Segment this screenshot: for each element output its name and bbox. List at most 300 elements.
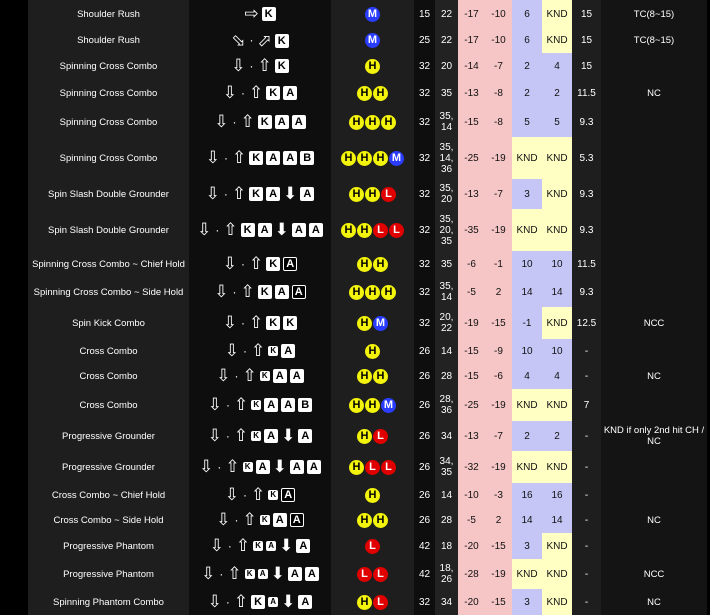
table-row: [28, 507, 707, 533]
counter-cell: KND: [542, 0, 572, 28]
solid-down-arrow-icon: ⬇: [283, 184, 298, 204]
separator-dot: ·: [249, 33, 254, 47]
startup-cell: 26: [414, 389, 435, 421]
hit-level-cell: [331, 53, 414, 79]
hit-levels: [357, 257, 388, 272]
low-hit-icon: L: [365, 539, 380, 554]
recovery-cell: -: [572, 589, 601, 615]
button-a-icon: A: [256, 460, 270, 474]
notes-cell: [601, 209, 707, 251]
separator-dot: ·: [243, 487, 247, 502]
hit-levels: [341, 151, 404, 166]
high-hit-icon: H: [381, 115, 396, 130]
hit-level-cell: [331, 533, 414, 559]
button-k-small-icon: K: [253, 541, 263, 551]
on-hit-cell: -15: [485, 307, 512, 339]
active-cell: 35, 20, 35: [435, 209, 458, 251]
high-hit-icon: H: [357, 369, 372, 384]
on-block-cell: -15: [458, 339, 485, 363]
startup-cell: 32: [414, 179, 435, 209]
on-block-cell: -19: [458, 307, 485, 339]
hit-level-cell: [331, 483, 414, 507]
recovery-cell: 15: [572, 53, 601, 79]
move-name-cell: Progressive Grounder: [28, 451, 189, 483]
active-cell: 20: [435, 53, 458, 79]
up-arrow-icon: ⇧: [233, 426, 249, 446]
active-cell: 35, 14, 36: [435, 137, 458, 179]
button-a-icon: A: [281, 344, 295, 358]
notes-cell: [601, 533, 707, 559]
recovery-cell: -: [572, 533, 601, 559]
command-inputs: [231, 30, 289, 51]
down-arrow-icon: ⇩: [207, 395, 222, 415]
hit-levels: [357, 429, 388, 444]
hit-level-cell: [331, 451, 414, 483]
down-arrow-icon: ⇩: [207, 592, 222, 612]
move-name-cell: Cross Combo: [28, 363, 189, 389]
on-hit-cell: -19: [485, 137, 512, 179]
table-row: [28, 559, 707, 589]
on-hit-cell: -6: [485, 363, 512, 389]
button-k-small-icon: K: [251, 400, 261, 410]
high-hit-icon: H: [357, 429, 372, 444]
up-arrow-icon: ⇧: [249, 254, 264, 274]
hit-levels: [365, 488, 380, 503]
command-cell: [189, 307, 331, 339]
hit-levels: [365, 33, 380, 48]
down-arrow-icon: ⇩: [222, 83, 237, 103]
move-name-cell: Spin Kick Combo: [28, 307, 189, 339]
button-k-small-icon: K: [268, 346, 278, 356]
separator-dot: ·: [217, 459, 222, 474]
move-name-cell: Spinning Cross Combo: [28, 53, 189, 79]
mid-hit-icon: M: [365, 33, 380, 48]
button-k-icon: K: [266, 86, 280, 100]
hit-levels: [349, 115, 396, 130]
counter-hit-cell: 3: [512, 179, 542, 209]
on-block-cell: -32: [458, 451, 485, 483]
high-hit-icon: H: [357, 595, 372, 610]
command-cell: [189, 533, 331, 559]
command-inputs: [199, 459, 321, 475]
down-arrow-icon: ⇩: [216, 510, 231, 530]
startup-cell: 32: [414, 307, 435, 339]
separator-dot: ·: [219, 566, 224, 581]
startup-cell: 26: [414, 363, 435, 389]
on-hit-cell: -7: [485, 421, 512, 451]
hit-levels: [349, 398, 396, 413]
solid-down-arrow-icon: ⬇: [281, 426, 296, 446]
button-k-small-icon: K: [260, 515, 270, 525]
up-arrow-icon: ⇧: [235, 536, 251, 556]
table-row: [28, 137, 707, 179]
counter-cell: KND: [542, 533, 572, 559]
command-cell: [189, 28, 331, 53]
command-inputs: [208, 428, 313, 444]
table-row: [28, 589, 707, 615]
counter-hit-cell: 6: [512, 0, 542, 28]
solid-down-arrow-icon: ⬇: [270, 564, 285, 584]
button-k-small-icon: K: [260, 371, 270, 381]
counter-cell: 5: [542, 107, 572, 137]
startup-cell: 26: [414, 483, 435, 507]
active-cell: 35, 14: [435, 277, 458, 307]
down-arrow-icon: ⇩: [207, 426, 222, 446]
on-block-cell: -13: [458, 79, 485, 107]
button-a-small-icon: A: [268, 597, 278, 607]
table-row: [28, 339, 707, 363]
table-row: [28, 107, 707, 137]
counter-cell: 10: [542, 251, 572, 277]
button-a-hold-icon: A: [292, 285, 306, 299]
on-hit-cell: -1: [485, 251, 512, 277]
button-k-small-icon: K: [243, 462, 253, 472]
on-hit-cell: -8: [485, 107, 512, 137]
hit-levels: [357, 567, 388, 582]
button-a-icon: A: [290, 460, 304, 474]
button-a-small-icon: A: [258, 569, 268, 579]
on-hit-cell: -8: [485, 79, 512, 107]
recovery-cell: 15: [572, 28, 601, 53]
hit-levels: [357, 595, 388, 610]
button-a-icon: A: [266, 151, 280, 165]
hit-levels: [365, 7, 380, 22]
table-row: [28, 421, 707, 451]
command-cell: [189, 277, 331, 307]
counter-hit-cell: 6: [512, 28, 542, 53]
hit-level-cell: [331, 28, 414, 53]
mid-hit-icon: M: [373, 316, 388, 331]
command-inputs: [208, 594, 313, 610]
button-a-icon: A: [264, 429, 278, 443]
button-k-small-icon: K: [268, 490, 278, 500]
recovery-cell: 15: [572, 0, 601, 28]
separator-dot: ·: [223, 186, 228, 201]
up-arrow-icon: ⇧: [249, 83, 264, 103]
startup-cell: 26: [414, 421, 435, 451]
hit-level-cell: [331, 559, 414, 589]
button-a-small-icon: A: [266, 541, 276, 551]
table-row: [28, 209, 707, 251]
table-row: [28, 79, 707, 107]
high-hit-icon: H: [373, 86, 388, 101]
on-block-cell: -25: [458, 389, 485, 421]
startup-cell: 26: [414, 451, 435, 483]
high-hit-icon: H: [365, 59, 380, 74]
high-hit-icon: H: [373, 369, 388, 384]
command-inputs: [206, 186, 315, 202]
low-hit-icon: L: [357, 567, 372, 582]
down-arrow-icon: ⇩: [224, 485, 239, 505]
recovery-cell: 9.3: [572, 209, 601, 251]
startup-cell: 32: [414, 79, 435, 107]
active-cell: 34: [435, 589, 458, 615]
move-name-cell: Spinning Cross Combo ~ Chief Hold: [28, 251, 189, 277]
command-cell: [189, 137, 331, 179]
command-cell: [189, 53, 331, 79]
command-inputs: [214, 284, 306, 300]
button-k-icon: K: [266, 316, 280, 330]
hit-levels: [365, 344, 380, 359]
up-arrow-icon: ⇧: [225, 457, 240, 477]
hit-levels: [365, 59, 380, 74]
button-a-icon: A: [296, 539, 310, 553]
recovery-cell: 12.5: [572, 307, 601, 339]
command-cell: [189, 589, 331, 615]
separator-dot: ·: [225, 428, 230, 443]
counter-hit-cell: 14: [512, 507, 542, 533]
table-row: [28, 28, 707, 53]
button-a-icon: A: [298, 595, 312, 609]
command-cell: [189, 0, 331, 28]
button-a-icon: A: [292, 223, 306, 237]
button-a-icon: A: [275, 285, 289, 299]
down-arrow-icon: ⇩: [201, 564, 216, 584]
startup-cell: 32: [414, 589, 435, 615]
recovery-cell: 11.5: [572, 251, 601, 277]
on-hit-cell: -15: [485, 533, 512, 559]
button-k-icon: K: [275, 34, 289, 48]
up-arrow-icon: ⇧: [242, 510, 257, 530]
hit-level-cell: [331, 507, 414, 533]
notes-cell: [601, 137, 707, 179]
separator-dot: ·: [249, 58, 254, 73]
notes-cell: NCC: [601, 559, 707, 589]
counter-hit-cell: KND: [512, 209, 542, 251]
button-a-icon: A: [305, 567, 319, 581]
hit-levels: [341, 223, 404, 238]
counter-hit-cell: 3: [512, 589, 542, 615]
move-name-cell: Progressive Phantom: [28, 559, 189, 589]
counter-cell: 4: [542, 363, 572, 389]
table-body: [28, 0, 707, 615]
command-cell: [189, 79, 331, 107]
active-cell: 34, 35: [435, 451, 458, 483]
command-inputs: [216, 512, 304, 528]
move-name-cell: Spinning Cross Combo ~ Side Hold: [28, 277, 189, 307]
high-hit-icon: H: [365, 398, 380, 413]
solid-down-arrow-icon: ⬇: [281, 592, 296, 612]
frame-data-table: [28, 0, 707, 615]
down-arrow-icon: ⇩: [214, 112, 229, 132]
hit-level-cell: [331, 107, 414, 137]
command-inputs: [197, 222, 323, 238]
table-row: [28, 483, 707, 507]
startup-cell: 32: [414, 137, 435, 179]
table-row: [28, 307, 707, 339]
move-name-cell: Spinning Cross Combo: [28, 79, 189, 107]
up-arrow-icon: ⇧: [223, 220, 238, 240]
up-arrow-icon: ⇧: [240, 112, 255, 132]
high-hit-icon: H: [357, 151, 372, 166]
active-cell: 18, 26: [435, 559, 458, 589]
up-arrow-icon: ⇧: [251, 485, 266, 505]
table-row: [28, 389, 707, 421]
high-hit-icon: H: [349, 115, 364, 130]
counter-hit-cell: 2: [512, 421, 542, 451]
button-k-icon: K: [251, 595, 265, 609]
up-arrow-icon: ⇧: [234, 395, 249, 415]
mid-hit-icon: M: [381, 398, 396, 413]
hit-levels: [349, 187, 396, 202]
separator-dot: ·: [232, 284, 237, 299]
counter-hit-cell: -1: [512, 307, 542, 339]
hit-level-cell: [331, 363, 414, 389]
solid-down-arrow-icon: ⬇: [279, 536, 294, 556]
counter-hit-cell: KND: [512, 137, 542, 179]
button-a-icon: A: [273, 369, 287, 383]
button-k-icon: K: [249, 187, 263, 201]
high-hit-icon: H: [365, 115, 380, 130]
button-a-icon: A: [290, 369, 304, 383]
command-cell: [189, 421, 331, 451]
separator-dot: ·: [241, 256, 245, 271]
recovery-cell: -: [572, 363, 601, 389]
move-name-cell: Progressive Grounder: [28, 421, 189, 451]
move-name-cell: Cross Combo ~ Side Hold: [28, 507, 189, 533]
hit-levels: [349, 285, 396, 300]
button-a-icon: A: [283, 86, 297, 100]
move-name-cell: Cross Combo ~ Chief Hold: [28, 483, 189, 507]
startup-cell: 32: [414, 277, 435, 307]
startup-cell: 32: [414, 251, 435, 277]
counter-cell: 16: [542, 483, 572, 507]
recovery-cell: 11.5: [572, 79, 601, 107]
high-hit-icon: H: [357, 86, 372, 101]
active-cell: 14: [435, 339, 458, 363]
notes-cell: TC(8~15): [601, 28, 707, 53]
command-inputs: [225, 343, 296, 359]
startup-cell: 26: [414, 339, 435, 363]
recovery-cell: -: [572, 339, 601, 363]
hit-level-cell: [331, 339, 414, 363]
high-hit-icon: H: [349, 398, 364, 413]
move-name-cell: Spinning Phantom Combo: [28, 589, 189, 615]
button-k-icon: K: [266, 257, 280, 271]
button-k-icon: K: [283, 316, 297, 330]
on-hit-cell: -19: [485, 209, 512, 251]
down-arrow-icon: ⇩: [222, 254, 237, 274]
counter-hit-cell: 14: [512, 277, 542, 307]
counter-hit-cell: 10: [512, 339, 542, 363]
active-cell: 35, 14: [435, 107, 458, 137]
command-inputs: [206, 150, 315, 166]
low-hit-icon: L: [381, 187, 396, 202]
up-arrow-icon: ⇧: [242, 366, 257, 386]
separator-dot: ·: [227, 538, 232, 553]
on-hit-cell: -15: [485, 589, 512, 615]
button-k-icon: K: [249, 151, 263, 165]
command-inputs: [223, 85, 298, 101]
hit-levels: [349, 460, 396, 475]
active-cell: 14: [435, 483, 458, 507]
mid-hit-icon: M: [365, 7, 380, 22]
button-a-icon: A: [258, 223, 272, 237]
notes-cell: KND if only 2nd hit CH / NC: [601, 421, 707, 451]
down-arrow-icon: ⇩: [214, 282, 229, 302]
command-cell: [189, 389, 331, 421]
move-name-cell: Cross Combo: [28, 339, 189, 363]
solid-down-arrow-icon: ⬇: [274, 220, 289, 240]
hit-levels: [357, 316, 388, 331]
recovery-cell: -: [572, 507, 601, 533]
hit-levels: [357, 369, 388, 384]
active-cell: 18: [435, 533, 458, 559]
command-cell: [189, 339, 331, 363]
low-hit-icon: L: [373, 223, 388, 238]
on-block-cell: -20: [458, 589, 485, 615]
move-name-cell: Spinning Cross Combo: [28, 137, 189, 179]
counter-cell: KND: [542, 28, 572, 53]
button-a-hold-icon: A: [290, 513, 304, 527]
button-k-icon: K: [241, 223, 255, 237]
hit-level-cell: [331, 307, 414, 339]
counter-hit-cell: 3: [512, 533, 542, 559]
down-arrow-icon: ⇩: [205, 184, 220, 204]
hit-level-cell: [331, 179, 414, 209]
active-cell: 35, 20: [435, 179, 458, 209]
button-b-icon: B: [300, 151, 314, 165]
notes-cell: [601, 53, 707, 79]
button-a-icon: A: [273, 513, 287, 527]
recovery-cell: 9.3: [572, 179, 601, 209]
on-block-cell: -5: [458, 277, 485, 307]
low-hit-icon: L: [373, 595, 388, 610]
startup-cell: 32: [414, 209, 435, 251]
move-name-cell: Cross Combo: [28, 389, 189, 421]
notes-cell: [601, 339, 707, 363]
active-cell: 20, 22: [435, 307, 458, 339]
counter-hit-cell: 5: [512, 107, 542, 137]
on-block-cell: -13: [458, 179, 485, 209]
low-hit-icon: L: [373, 567, 388, 582]
separator-dot: ·: [241, 85, 245, 100]
hit-levels: [357, 86, 388, 101]
low-hit-icon: L: [365, 460, 380, 475]
on-hit-cell: -9: [485, 339, 512, 363]
command-inputs: [208, 397, 313, 413]
counter-cell: KND: [542, 137, 572, 179]
high-hit-icon: H: [349, 285, 364, 300]
recovery-cell: -: [572, 559, 601, 589]
notes-cell: [601, 451, 707, 483]
up-arrow-icon: ⇧: [232, 148, 247, 168]
on-hit-cell: 2: [485, 507, 512, 533]
table-row: [28, 533, 707, 559]
high-hit-icon: H: [373, 513, 388, 528]
startup-cell: 32: [414, 107, 435, 137]
up-arrow-icon: ⇧: [227, 564, 242, 584]
recovery-cell: 9.3: [572, 107, 601, 137]
on-hit-cell: -10: [485, 28, 512, 53]
button-a-icon: A: [288, 567, 302, 581]
command-inputs: [216, 368, 304, 384]
notes-cell: NC: [601, 589, 707, 615]
high-hit-icon: H: [365, 187, 380, 202]
counter-cell: 2: [542, 421, 572, 451]
button-a-icon: A: [283, 151, 297, 165]
table-row: [28, 451, 707, 483]
command-inputs: [231, 58, 289, 74]
button-a-icon: A: [298, 429, 312, 443]
up-arrow-icon: ⇧: [240, 282, 255, 302]
button-a-icon: A: [292, 115, 306, 129]
separator-dot: ·: [225, 594, 230, 609]
notes-cell: NC: [601, 507, 707, 533]
hit-level-cell: [331, 421, 414, 451]
separator-dot: ·: [232, 114, 237, 129]
table-row: [28, 53, 707, 79]
